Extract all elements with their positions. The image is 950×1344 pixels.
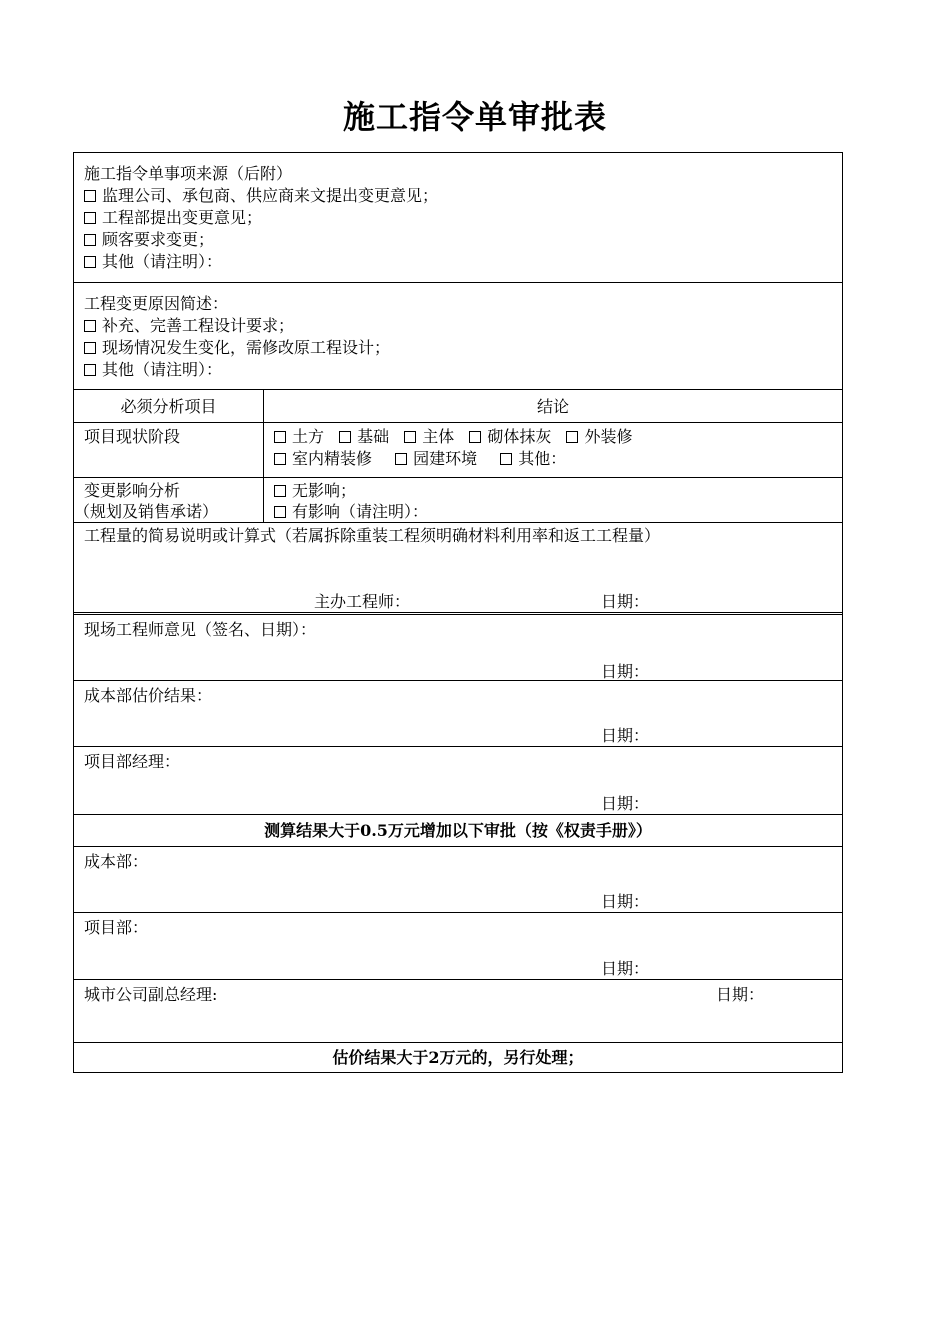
- source-section: [74, 153, 842, 282]
- checkbox-icon[interactable]: [84, 234, 96, 246]
- source-option[interactable]: 其他（请注明）：: [84, 251, 222, 273]
- date-label: 日期：: [716, 985, 765, 1004]
- footer-note: 估价结果大于2万元的，另行处理；: [332, 1048, 584, 1067]
- date-label: 日期：: [601, 892, 650, 911]
- checkbox-icon[interactable]: [566, 431, 578, 443]
- checkbox-icon[interactable]: [84, 364, 96, 376]
- stage-label: 项目现状阶段: [84, 427, 181, 446]
- reason-heading: 工程变更原因简述：: [84, 294, 229, 313]
- checkbox-icon[interactable]: [274, 431, 286, 443]
- stage-options-line1: 土方 基础 主体 砌体抹灰 外装修: [274, 426, 632, 448]
- checkbox-icon[interactable]: [84, 212, 96, 224]
- approval-form: [73, 152, 843, 1073]
- col-item-header: 必须分析项目: [120, 397, 217, 416]
- source-option[interactable]: 顾客要求变更；: [84, 229, 214, 251]
- checkbox-icon[interactable]: [469, 431, 481, 443]
- date-label: 日期：: [601, 592, 650, 611]
- impact-label: 变更影响分析: [84, 481, 181, 500]
- engineer-signature-label: 主办工程师：: [314, 592, 411, 611]
- quantity-row: [74, 522, 842, 612]
- source-heading: 施工指令单事项来源（后附）: [84, 164, 293, 183]
- date-label: 日期：: [601, 662, 650, 681]
- checkbox-icon[interactable]: [274, 485, 286, 497]
- site-opinion-label: 现场工程师意见（签名、日期）：: [84, 620, 317, 639]
- reason-option[interactable]: 其他（请注明）：: [84, 359, 222, 381]
- cost-dept-row: [74, 846, 842, 912]
- col-conclusion-header: 结论: [536, 397, 569, 416]
- cost-dept-label: 成本部：: [84, 852, 149, 871]
- checkbox-icon[interactable]: [84, 190, 96, 202]
- cost-estimate-label: 成本部估价结果：: [84, 686, 213, 705]
- pm-label: 项目部经理：: [84, 752, 181, 771]
- checkbox-icon[interactable]: [395, 453, 407, 465]
- footer-note-row: [74, 1042, 842, 1072]
- vp-label: 城市公司副总经理:: [84, 985, 218, 1004]
- quantity-description: 工程量的简易说明或计算式（若属拆除重装工程须明确材料利用率和返工工程量）: [84, 526, 661, 545]
- source-option[interactable]: 监理公司、承包商、供应商来文提出变更意见；: [84, 185, 438, 207]
- checkbox-icon[interactable]: [404, 431, 416, 443]
- checkbox-icon[interactable]: [339, 431, 351, 443]
- reason-option[interactable]: 现场情况发生变化，需修改原工程设计；: [84, 337, 390, 359]
- site-opinion-row: [74, 612, 842, 680]
- date-label: 日期：: [601, 794, 650, 813]
- source-option[interactable]: 工程部提出变更意见；: [84, 207, 262, 229]
- impact-option[interactable]: 无影响；: [274, 480, 356, 501]
- checkbox-icon[interactable]: [84, 342, 96, 354]
- project-dept-row: [74, 912, 842, 979]
- vp-row: [74, 979, 842, 1042]
- reason-option[interactable]: 补充、完善工程设计要求；: [84, 315, 294, 337]
- page-title: 施工指令单审批表: [342, 98, 607, 136]
- checkbox-icon[interactable]: [84, 256, 96, 268]
- extra-approval-note: 测算结果大于0.5万元增加以下审批（按《权责手册》）: [264, 821, 652, 840]
- analysis-header-row: [74, 389, 842, 422]
- date-label: 日期：: [601, 959, 650, 978]
- project-dept-label: 项目部：: [84, 918, 149, 937]
- extra-approval-row: [74, 814, 842, 846]
- checkbox-icon[interactable]: [500, 453, 512, 465]
- cost-estimate-row: [74, 680, 842, 746]
- impact-option[interactable]: 有影响（请注明）：: [274, 501, 428, 522]
- date-label: 日期：: [601, 726, 650, 745]
- stage-options-line2: 室内精装修 园建环境 其他：: [274, 448, 566, 470]
- impact-row: [74, 477, 842, 522]
- impact-sublabel: （规划及销售承诺）: [74, 502, 219, 521]
- pm-row: [74, 746, 842, 814]
- reason-section: [74, 282, 842, 389]
- checkbox-icon[interactable]: [274, 453, 286, 465]
- checkbox-icon[interactable]: [84, 320, 96, 332]
- stage-row: [74, 422, 842, 477]
- checkbox-icon[interactable]: [274, 506, 286, 518]
